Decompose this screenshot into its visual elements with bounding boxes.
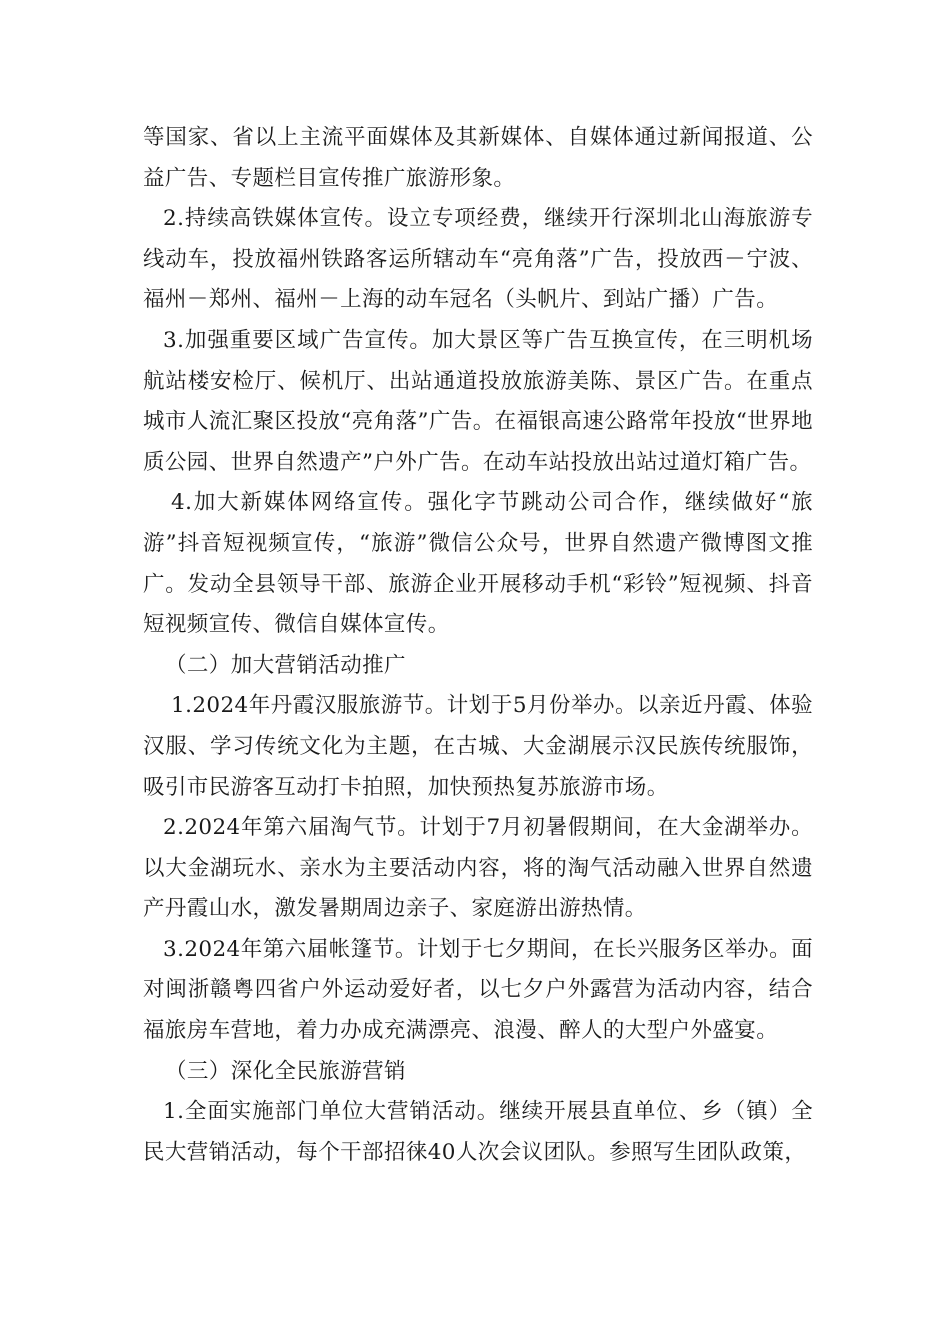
paragraph-tent-festival: 3.2024年第六届帐篷节。计划于七夕期间，在长兴服务区举办。面对闽浙赣粤四省户外运动爱好者，以七夕户外露营为活动内容，结合福旅房车营地，着力办成充满漂亮、浪漫、醉人的大型户外盛宴。 — [143, 936, 813, 1044]
paragraph-item-3-regional-ads: 3.加强重要区域广告宣传。加大景区等广告互换宣传，在三明机场航站楼安检厅、候机厅、出站通道投放旅游美陈、景区广告。在重点城市人流汇聚区投放“亮角落”广告。在福银高速公路常年投放“世界地质公园、世界自然遗产”户外广告。在动车站投放出站过道灯箱广告。 — [143, 327, 813, 475]
paragraph-department-marketing: 1.全面实施部门单位大营销活动。继续开展县直单位、乡（镇）全民大营销活动，每个干部招徕40人次会议团队。参照写生团队政策， — [143, 1099, 813, 1165]
section-heading-3: （三）深化全民旅游营销 — [165, 1058, 406, 1084]
document-body — [143, 118, 813, 1173]
paragraph-taoqi-festival: 2.2024年第六届淘气节。计划于7月初暑假期间，在大金湖举办。以大金湖玩水、亲水为主要活动内容，将的淘气活动融入世界自然遗产丹霞山水，激发暑期周边亲子、家庭游出游热情。 — [143, 815, 813, 922]
paragraph-item-2-high-speed-rail: 2.持续高铁媒体宣传。设立专项经费，继续开行深圳北山海旅游专线动车，投放福州铁路客运所辖动车“亮角落”广告，投放西－宁波、福州－郑州、福州－上海的动车冠名（头帆片、到站广播）广告。 — [143, 206, 813, 313]
section-heading-2: （二）加大营销活动推广 — [165, 652, 406, 678]
paragraph-hanfu-festival: 1.2024年丹霞汉服旅游节。计划于5月份举办。以亲近丹霞、体验汉服、学习传统文化为主题，在古城、大金湖展示汉民族传统服饰，吸引市民游客互动打卡拍照，加快预热复苏旅游市场。 — [143, 693, 813, 800]
paragraph-continuation: 等国家、省以上主流平面媒体及其新媒体、自媒体通过新闻报道、公益广告、专题栏目宣传推广旅游形象。 — [143, 125, 813, 191]
paragraph-item-4-new-media: 4.加大新媒体网络宣传。强化字节跳动公司合作，继续做好“旅游”抖音短视频宣传，“旅游”微信公众号，世界自然遗产微博图文推广。发动全县领导干部、旅游企业开展移动手机“彩铃”短视频、抖音短视频宣传、微信自媒体宣传。 — [143, 490, 813, 638]
